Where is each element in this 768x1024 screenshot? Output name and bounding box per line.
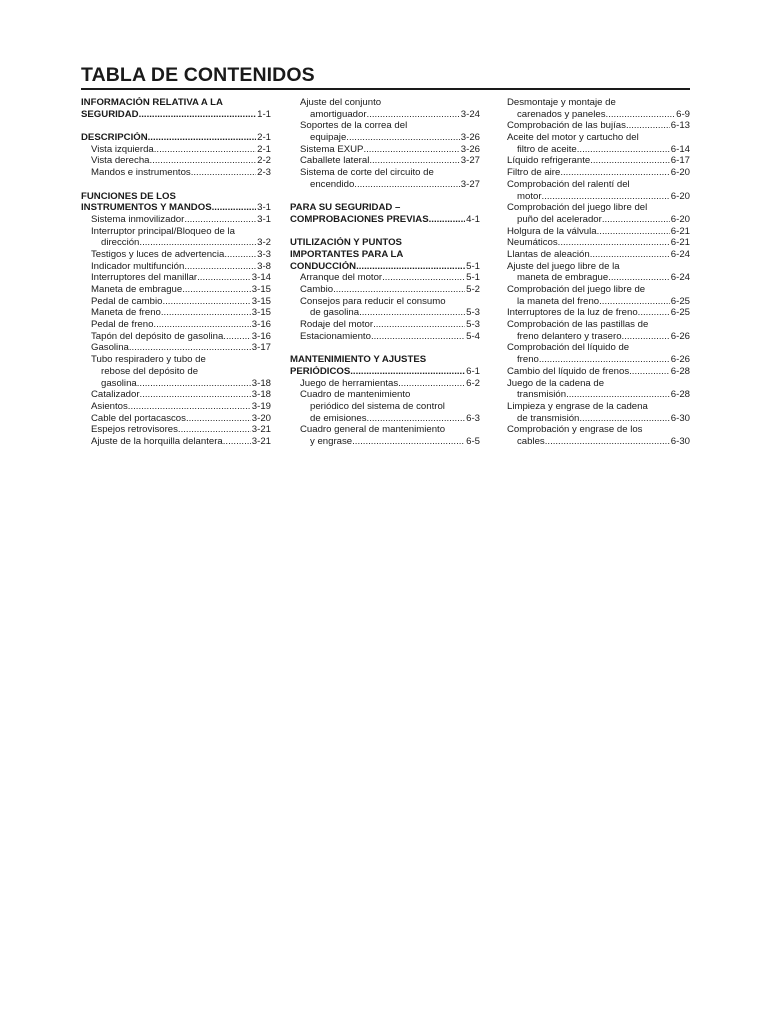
toc-entry [507, 354, 690, 366]
toc-entry-text: FUNCIONES DE LOS [81, 190, 176, 202]
leader-dots [542, 191, 670, 203]
toc-page-number: 2-3 [257, 167, 271, 179]
toc-entry [81, 284, 271, 296]
toc-entry [507, 272, 690, 284]
toc-entry [290, 97, 480, 109]
toc-page-number: 6-20 [670, 167, 690, 179]
toc-entry-text: de gasolina [310, 307, 360, 319]
toc-page-number: 6-24 [670, 272, 690, 284]
toc-entry [81, 296, 271, 308]
spacer [81, 120, 271, 132]
toc-entry-text: Interruptor principal/Bloqueo de la [91, 225, 235, 237]
toc-page-number: 3-14 [251, 272, 271, 284]
toc-page-number: 3-21 [251, 435, 271, 447]
toc-entry-text: la maneta del freno [517, 295, 600, 307]
toc-page-number: 6-20 [670, 213, 690, 225]
leader-dots [184, 261, 256, 273]
toc-entry [290, 120, 480, 132]
toc-entry-text: Llantas de aleación [507, 248, 590, 260]
leader-dots [154, 144, 256, 156]
leader-dots [161, 307, 251, 319]
toc-entry [290, 272, 480, 284]
toc-entry-text: amortiguador [310, 108, 367, 120]
toc-page-number: 6-25 [670, 307, 690, 319]
toc-entry-text: Líquido refrigerante [507, 155, 591, 167]
toc-page-number: 3-1 [257, 202, 271, 214]
leader-dots [184, 214, 256, 226]
toc-entry-text: Vista derecha [91, 155, 150, 167]
toc-entry [81, 331, 271, 343]
leader-dots [137, 378, 251, 390]
toc-entry-text: Aceite del motor y cartucho del [507, 132, 639, 144]
toc-entry-text: Pedal de cambio [91, 295, 163, 307]
toc-entry [507, 366, 690, 378]
toc-entry [290, 389, 480, 401]
toc-entry [290, 167, 480, 179]
toc-page-number: 3-24 [460, 108, 480, 120]
toc-page-number: 1-1 [257, 108, 271, 120]
toc-entry [81, 249, 271, 261]
toc-entry-text: Interruptores del manillar [91, 272, 198, 284]
leader-dots [223, 436, 251, 448]
toc-page-number: 3-18 [251, 389, 271, 401]
toc-page-number: 3-26 [460, 132, 480, 144]
toc-entry-text: filtro de aceite [517, 143, 577, 155]
toc-entry [507, 296, 690, 308]
toc-page-number: 3-16 [251, 330, 271, 342]
toc-entry [81, 389, 271, 401]
leader-dots [354, 179, 460, 191]
toc-page-number: 6-25 [670, 295, 690, 307]
toc-entry [290, 413, 480, 425]
leader-dots [566, 389, 670, 401]
toc-entry-text: Caballete lateral [300, 155, 370, 167]
toc-entry-text: Maneta de freno [91, 307, 161, 319]
toc-entry-text: Ajuste de la horquilla delantera [91, 435, 223, 447]
toc-entry-text: Espejos retrovisores [91, 424, 178, 436]
toc-entry [507, 331, 690, 343]
toc-entry-text: y engrase [310, 435, 353, 447]
toc-page-number: 3-15 [251, 307, 271, 319]
leader-dots [398, 378, 465, 390]
leader-dots [223, 331, 251, 343]
toc-entry [507, 144, 690, 156]
toc-entry [507, 378, 690, 390]
leader-dots [150, 155, 257, 167]
toc-entry-text: Comprobación del ralentí del [507, 178, 630, 190]
toc-page-number: 6-3 [466, 412, 480, 424]
toc-entry [507, 179, 690, 191]
toc-entry [290, 144, 480, 156]
toc-entry [290, 296, 480, 308]
toc-entry-text: Ajuste del juego libre de la [507, 260, 620, 272]
toc-entry [507, 132, 690, 144]
toc-section-heading [290, 202, 480, 214]
toc-entry-text: Comprobación y engrase de los [507, 424, 643, 436]
page-title: TABLA DE CONTENIDOS [81, 64, 690, 90]
toc-entry [507, 319, 690, 331]
toc-entry-text: Soportes de la correa del [300, 120, 408, 132]
leader-dots [356, 261, 465, 273]
toc-page-number: 6-21 [670, 225, 690, 237]
leader-dots [577, 144, 670, 156]
toc-section-heading [81, 191, 271, 203]
toc-page-number: 3-17 [251, 342, 271, 354]
toc-page-number: 6-21 [670, 237, 690, 249]
leader-dots [352, 436, 465, 448]
toc-entry-text: Tapón del depósito de gasolina [91, 330, 224, 342]
toc-page-number: 3-8 [257, 260, 271, 272]
leader-dots [599, 296, 670, 308]
toc-entry-text: Comprobación del líquido de [507, 342, 630, 354]
toc-page-number: 3-16 [251, 319, 271, 331]
leader-dots [224, 249, 256, 261]
toc-entry [81, 342, 271, 354]
toc-page-number: 6-9 [676, 108, 690, 120]
toc-entry-text: Rodaje del motor [300, 319, 374, 331]
toc-entry [507, 226, 690, 238]
toc-page-number: 3-27 [460, 178, 480, 190]
toc-page-number: 6-26 [670, 330, 690, 342]
toc-entry-text: COMPROBACIONES PREVIAS [290, 213, 429, 225]
toc-entry-text: Interruptores de la luz de freno [507, 307, 638, 319]
toc-entry-text: Holgura de la válvula [507, 225, 597, 237]
toc-entry-text: Vista izquierda [91, 143, 154, 155]
toc-section-heading [290, 249, 480, 261]
toc-entry-text: INSTRUMENTOS Y MANDOS [81, 202, 212, 214]
toc-page-number: 6-1 [466, 365, 480, 377]
toc-entry-text: Arranque del motor [300, 272, 383, 284]
toc-entry-text: Asientos [91, 400, 128, 412]
toc-entry [290, 378, 480, 390]
toc-page-number: 3-15 [251, 284, 271, 295]
toc-page-number: 5-4 [466, 330, 480, 342]
toc-page-number: 2-1 [257, 143, 271, 155]
toc-entry [81, 144, 271, 156]
toc-entry-text: Pedal de freno [91, 319, 154, 331]
toc-entry [507, 389, 690, 401]
toc-entry [290, 436, 480, 448]
toc-entry [81, 366, 271, 378]
leader-dots [346, 132, 460, 144]
toc-entry-text: Indicador multifunción [91, 260, 185, 272]
toc-entry-text: carenados y paneles [517, 108, 606, 120]
toc-entry [290, 319, 480, 331]
toc-entry-text: puño del acelerador [517, 213, 602, 225]
toc-entry-text: Comprobación del juego libre de [507, 284, 646, 295]
leader-dots [367, 413, 466, 425]
leader-dots [212, 202, 257, 214]
toc-entry-text: Mandos e instrumentos [91, 167, 191, 179]
leader-dots [539, 354, 670, 366]
toc-page-number: 6-20 [670, 190, 690, 202]
toc-entry-text: Comprobación de las pastillas de [507, 319, 649, 331]
toc-entry-text: IMPORTANTES PARA LA [290, 248, 404, 260]
toc-entry-text: PARA SU SEGURIDAD – [290, 202, 401, 214]
toc-entry [81, 319, 271, 331]
toc-entry-text: de emisiones [310, 412, 367, 424]
toc-entry-text: freno delantero y trasero [517, 330, 622, 342]
toc-page-number: 6-13 [670, 120, 690, 132]
leader-dots [129, 342, 251, 354]
leader-dots [140, 389, 251, 401]
toc-entry [81, 155, 271, 167]
toc-page-number: 3-2 [257, 237, 271, 249]
toc-section-heading [290, 214, 480, 226]
toc-entry-text: Sistema de corte del circuito de [300, 167, 434, 179]
toc-entry [507, 120, 690, 132]
toc-entry-text: Cambio [300, 284, 334, 295]
toc-section-heading [290, 354, 480, 366]
toc-page-number: 6-28 [670, 389, 690, 401]
toc-page-number: 5-3 [466, 319, 480, 331]
leader-dots [197, 272, 251, 284]
toc-entry [507, 237, 690, 249]
leader-dots [153, 319, 250, 331]
toc-entry [81, 378, 271, 390]
toc-page-number: 3-26 [460, 143, 480, 155]
leader-dots [608, 272, 670, 284]
toc-entry [81, 354, 271, 366]
toc-entry [81, 424, 271, 436]
leader-dots [162, 296, 250, 308]
toc-section-heading [290, 261, 480, 273]
toc-entry [507, 191, 690, 203]
toc-entry [81, 167, 271, 179]
toc-entry-text: Testigos y luces de advertencia [91, 248, 225, 260]
toc-entry [507, 202, 690, 214]
toc-entry-text: Cuadro de mantenimiento [300, 389, 411, 401]
toc-page-number: 3-18 [251, 377, 271, 389]
spacer [290, 226, 480, 238]
toc-entry-text: dirección [101, 237, 140, 249]
leader-dots [629, 366, 670, 378]
toc-entry-text: Limpieza y engrase de la cadena [507, 400, 648, 412]
leader-dots [558, 237, 670, 249]
toc-page-number: 6-5 [466, 435, 480, 447]
spacer [290, 191, 480, 203]
toc-entry [507, 155, 690, 167]
leader-dots [429, 214, 466, 226]
toc-section-heading [81, 97, 271, 109]
leader-dots [186, 413, 251, 425]
leader-dots [590, 249, 670, 261]
toc-page-number: 3-1 [257, 213, 271, 225]
toc-entry [507, 249, 690, 261]
leader-dots [128, 401, 251, 413]
toc-entry-text: Consejos para reducir el consumo [300, 295, 446, 307]
toc-entry [81, 272, 271, 284]
toc-entry-text: MANTENIMIENTO Y AJUSTES [290, 354, 427, 366]
toc-entry-text: Filtro de aire [507, 167, 561, 179]
toc-entry-text: rebose del depósito de [101, 365, 199, 377]
toc-section-heading [81, 202, 271, 214]
toc-entry [507, 97, 690, 109]
toc-entry [81, 261, 271, 273]
leader-dots [359, 307, 465, 319]
toc-entry-text: Comprobación de las bujías [507, 120, 626, 132]
toc-section-heading [290, 237, 480, 249]
toc-entry [507, 424, 690, 436]
toc-entry-text: de transmisión [517, 412, 580, 424]
toc-entry-text: Desmontaje y montaje de [507, 97, 616, 108]
toc-entry [290, 179, 480, 191]
leader-dots [373, 319, 465, 331]
toc-entry-text: gasolina [101, 377, 137, 389]
leader-dots [333, 284, 465, 296]
toc-entry [507, 401, 690, 413]
toc-entry [507, 214, 690, 226]
leader-dots [560, 167, 669, 179]
leader-dots [350, 366, 465, 378]
leader-dots [182, 284, 251, 296]
leader-dots [638, 307, 670, 319]
toc-entry [81, 436, 271, 448]
toc-entry-text: encendido [310, 178, 355, 190]
toc-entry-text: freno [517, 354, 539, 366]
toc-page-number: 6-26 [670, 354, 690, 366]
toc-entry [507, 436, 690, 448]
leader-dots [626, 120, 670, 132]
leader-dots [622, 331, 670, 343]
toc-page-number: 2-1 [257, 132, 271, 144]
toc-page-number: 5-3 [466, 307, 480, 319]
toc-entry [81, 413, 271, 425]
leader-dots [382, 272, 465, 284]
toc-page-number: 6-24 [670, 248, 690, 260]
leader-dots [363, 144, 459, 156]
toc-entry [290, 109, 480, 121]
toc-entry-text: transmisión [517, 389, 567, 401]
toc-entry [290, 331, 480, 343]
toc-entry-text: Comprobación del juego libre del [507, 202, 648, 214]
toc-entry [507, 167, 690, 179]
toc-section-heading [81, 132, 271, 144]
leader-dots [602, 214, 670, 226]
toc-entry-text: Ajuste del conjunto [300, 97, 382, 108]
toc-entry-text: Juego de herramientas [300, 377, 399, 389]
toc-entry-text: Gasolina [91, 342, 129, 354]
toc-entry-text: Estacionamiento [300, 330, 371, 342]
spacer [81, 179, 271, 191]
toc-page-number: 6-17 [670, 155, 690, 167]
toc-entry [290, 307, 480, 319]
toc-entry [507, 109, 690, 121]
leader-dots [191, 167, 256, 179]
toc-entry-text: INFORMACIÓN RELATIVA A LA [81, 97, 223, 108]
toc-page-number: 3-21 [251, 424, 271, 436]
toc-entry [507, 284, 690, 296]
toc-entry [507, 413, 690, 425]
toc-page-number: 4-1 [466, 213, 480, 225]
leader-dots [590, 155, 670, 167]
toc-entry-text: Neumáticos [507, 237, 558, 249]
toc-entry [507, 261, 690, 273]
toc-entry [290, 284, 480, 296]
toc-entry [290, 132, 480, 144]
leader-dots [597, 226, 670, 238]
leader-dots [148, 132, 256, 144]
toc-entry-text: equipaje [310, 132, 347, 144]
toc-entry-text: SEGURIDAD [81, 108, 139, 120]
toc-column-1 [81, 97, 271, 448]
toc-entry-text: Sistema inmovilizador [91, 213, 185, 225]
toc-entry-text: DESCRIPCIÓN [81, 132, 148, 144]
toc-column-2 [290, 97, 480, 448]
toc-page-number: 5-1 [466, 272, 480, 284]
toc-entry [81, 307, 271, 319]
toc-page-number: 2-2 [257, 155, 271, 167]
toc-column-3 [507, 97, 690, 448]
toc-entry [290, 155, 480, 167]
toc-entry-text: periódico del sistema de control [310, 400, 445, 412]
toc-entry [507, 307, 690, 319]
toc-entry-text: maneta de embrague [517, 272, 609, 284]
spacer [290, 342, 480, 354]
toc-entry [81, 237, 271, 249]
toc-entry [81, 401, 271, 413]
toc-entry-text: Cuadro general de mantenimiento [300, 424, 446, 436]
toc-entry-text: Juego de la cadena de [507, 377, 605, 389]
toc-entry-text: Maneta de embrague [91, 284, 183, 295]
toc-entry-text: motor [517, 190, 542, 202]
leader-dots [139, 237, 256, 249]
toc-page-number: 6-14 [670, 143, 690, 155]
toc-entry [81, 214, 271, 226]
toc-entry [507, 342, 690, 354]
toc-page-number: 6-30 [670, 435, 690, 447]
toc-section-heading [290, 366, 480, 378]
leader-dots [367, 109, 460, 121]
toc-entry [290, 401, 480, 413]
leader-dots [139, 109, 257, 121]
toc-entry-text: CONDUCCIÓN [290, 260, 357, 272]
leader-dots [178, 424, 251, 436]
toc-entry-text: PERIÓDICOS [290, 365, 351, 377]
toc-page-number: 3-19 [251, 400, 271, 412]
toc-entry [290, 424, 480, 436]
toc-page-number: 6-2 [466, 377, 480, 389]
toc-page-number: 3-15 [251, 295, 271, 307]
toc-page-number: 3-20 [251, 412, 271, 424]
toc-entry [81, 226, 271, 238]
leader-dots [371, 331, 465, 343]
toc-entry-text: Catalizador [91, 389, 140, 401]
toc-page-number: 6-30 [670, 412, 690, 424]
leader-dots [606, 109, 676, 121]
toc-section-heading [81, 109, 271, 121]
toc-entry-text: Cambio del líquido de frenos [507, 365, 630, 377]
leader-dots [369, 155, 459, 167]
toc-entry-text: UTILIZACIÓN Y PUNTOS [290, 237, 402, 249]
toc-page-number: 5-1 [466, 260, 480, 272]
leader-dots [579, 413, 669, 425]
toc-entry-text: Cable del portacascos [91, 412, 186, 424]
toc-page-number: 3-27 [460, 155, 480, 167]
toc-page-number: 5-2 [466, 284, 480, 295]
toc-entry-text: Tubo respiradero y tubo de [91, 354, 206, 366]
toc-page-number: 6-28 [670, 365, 690, 377]
toc-entry-text: cables [517, 435, 545, 447]
toc-entry-text: Sistema EXUP [300, 143, 364, 155]
leader-dots [545, 436, 670, 448]
toc-page-number: 3-3 [257, 248, 271, 260]
